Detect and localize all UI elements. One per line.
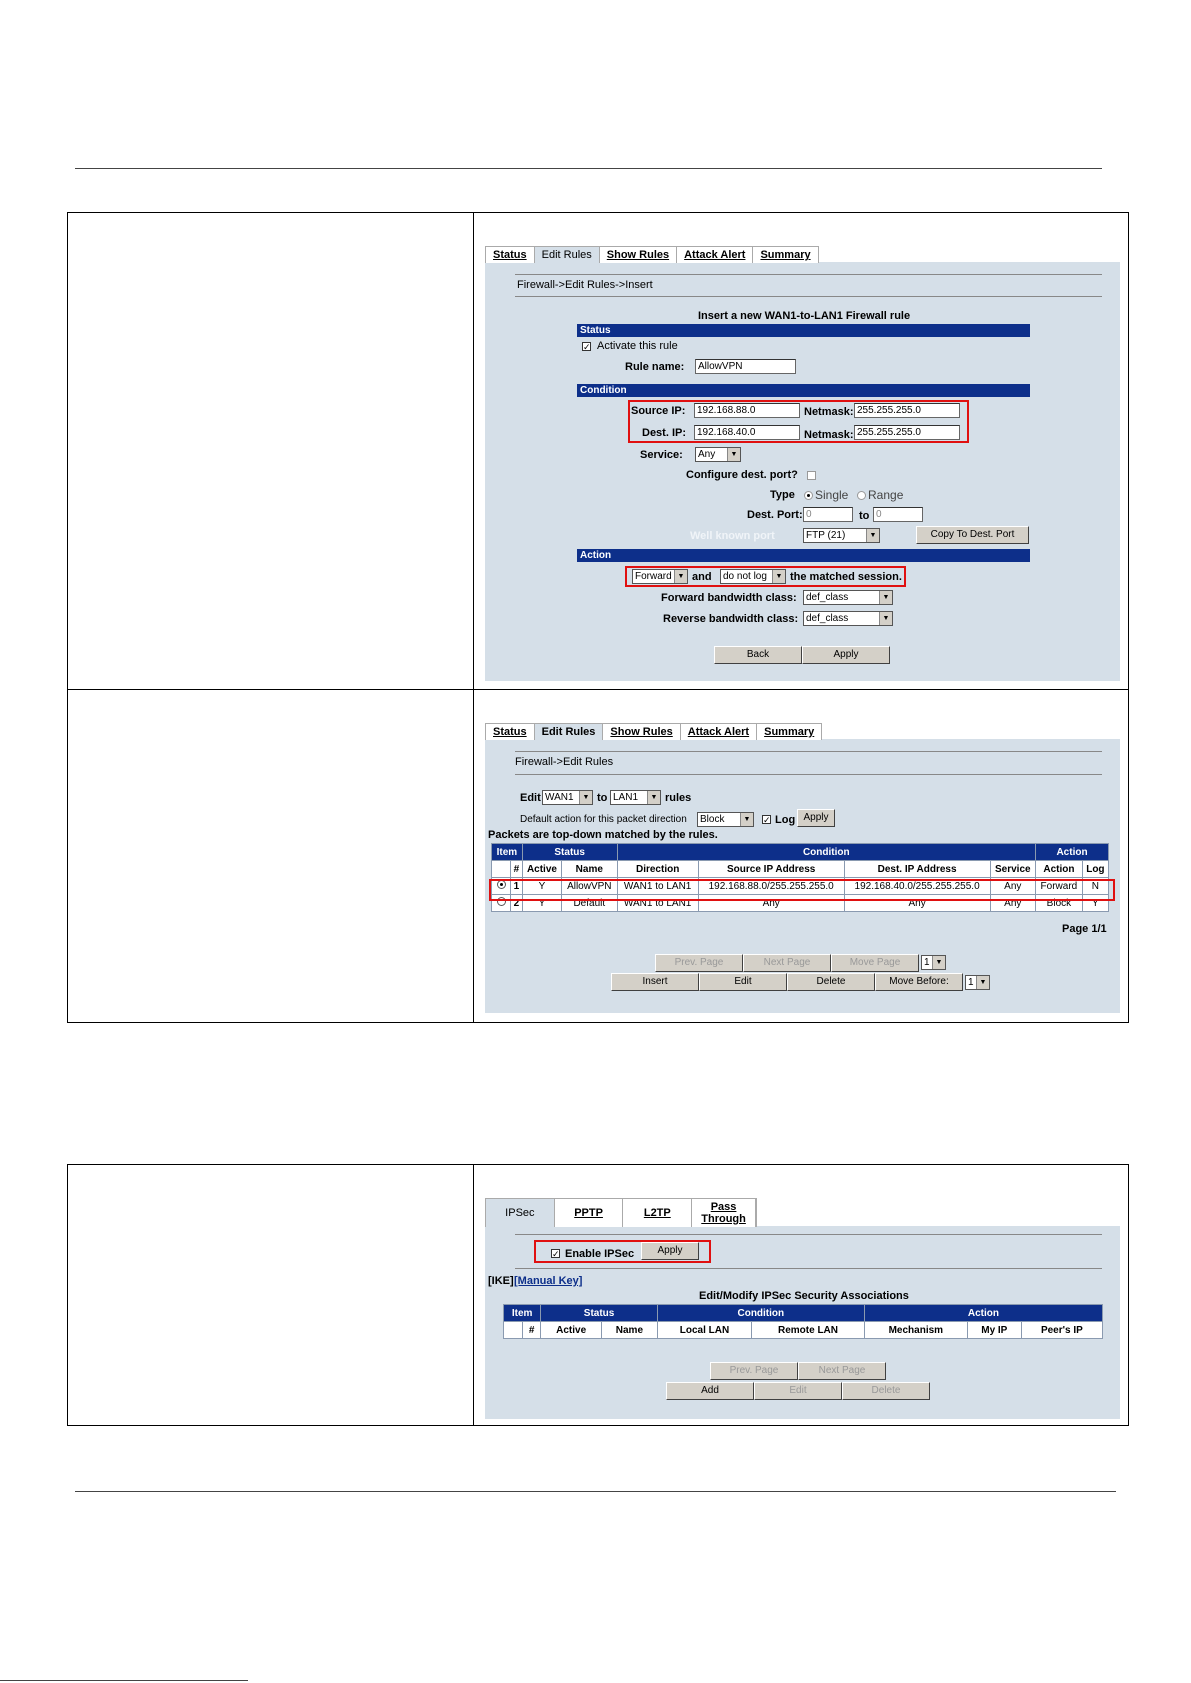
doc-row-ipsec [68,1165,1128,1425]
add-button[interactable]: Add [666,1382,754,1400]
default-action-label: Default action for this packet direction [520,814,687,825]
header-active: Active [541,1322,602,1339]
row-service: Any [990,878,1036,895]
delete-button[interactable]: Delete [842,1382,930,1400]
row-dest-ip: Any [844,895,990,912]
header-num: # [511,861,523,878]
default-action-value: Block [700,814,725,825]
source-netmask-label: Netmask: [804,406,854,418]
divider [515,1268,1102,1269]
tab-bar [485,1198,757,1227]
header-source-ip: Source IP Address [698,861,844,878]
type-range-label: Range [868,488,904,502]
matched-note: Packets are top-down matched by the rules. [488,829,718,841]
well-known-port-select[interactable] [803,528,880,543]
condition-section-bar: Condition [577,384,1030,397]
tab-pass-through[interactable] [692,1199,756,1227]
edit-button[interactable]: Edit [699,973,787,991]
enable-ipsec-checkbox[interactable]: ✓ [552,1249,560,1259]
header-status: Status [541,1305,658,1322]
row-name: Default [562,895,617,912]
dest-ip-input[interactable]: 192.168.40.0 [694,425,800,440]
tab-edit-rules[interactable]: Edit Rules [535,724,604,740]
column-header-row [504,1322,1103,1339]
rules-table [491,843,1109,912]
tab-l2tp[interactable]: L2TP [623,1199,692,1227]
sa-table [503,1304,1103,1339]
row-service: Any [990,895,1036,912]
copy-to-dest-port-button[interactable]: Copy To Dest. Port [916,526,1029,544]
rule-name-label: Rule name: [625,361,685,373]
row-direction: WAN1 to LAN1 [617,895,698,912]
row-name: AllowVPN [562,878,617,895]
type-label: Type [770,489,795,501]
header-my-ip: My IP [967,1322,1021,1339]
header-select [492,861,511,878]
source-netmask-input[interactable]: 255.255.255.0 [854,403,960,418]
edit-label: Edit [520,792,541,804]
apply-button[interactable]: Apply [641,1242,699,1260]
prev-page-button[interactable]: Prev. Page [710,1362,798,1380]
move-before-value: 1 [968,977,974,988]
divider [515,1234,1102,1235]
tab-bar [485,246,819,263]
column-header-row [492,861,1109,878]
tab-status[interactable]: Status [486,247,535,263]
tab-pptp[interactable]: PPTP [555,1199,624,1227]
column-divider [473,213,474,689]
back-button[interactable]: Back [714,646,802,664]
ike-label: [IKE] [488,1275,514,1287]
header-dest-ip: Dest. IP Address [844,861,990,878]
to-interface-value: LAN1 [613,792,639,803]
edit-button[interactable]: Edit [754,1382,842,1400]
log-label: Log [775,814,796,826]
chevron-down-icon: ▼ [579,791,592,804]
reverse-bandwidth-value: def_class [806,613,849,624]
dest-netmask-label: Netmask: [804,429,854,441]
header-action: Action [1036,844,1109,861]
tab-summary[interactable]: Summary [753,247,818,263]
divider [515,774,1102,775]
header-active: Active [522,861,561,878]
forward-bandwidth-value: def_class [806,592,849,603]
type-single-radio[interactable] [804,491,813,500]
header-name: Name [601,1322,657,1339]
row-num: 2 [511,895,523,912]
tab-show-rules[interactable]: Show Rules [600,247,677,263]
enable-ipsec-label: Enable IPSec [565,1248,635,1260]
row-log: N [1082,878,1108,895]
dest-port-label: Dest. Port: [747,509,803,521]
chevron-down-icon: ▼ [866,529,879,542]
row-source-ip: Any [698,895,844,912]
header-mechanism: Mechanism [864,1322,967,1339]
configure-port-checkbox[interactable] [807,471,816,480]
to-label: to [597,792,608,804]
tab-pass-line2: Through [701,1213,746,1225]
header-condition: Condition [617,844,1036,861]
tab-attack-alert[interactable]: Attack Alert [681,724,757,740]
dest-ip-label: Dest. IP: [642,427,687,439]
prev-page-button[interactable]: Prev. Page [655,954,743,972]
footnote-rule [0,1680,248,1681]
header-direction: Direction [617,861,698,878]
from-interface-select[interactable] [542,790,593,805]
header-select [504,1322,523,1339]
page-select-value: 1 [924,957,930,968]
divider [515,751,1102,752]
source-ip-label: Source IP: [631,405,686,417]
forward-bandwidth-select[interactable] [803,590,893,605]
chevron-down-icon: ▼ [772,570,785,583]
footer-rule [75,1491,1116,1492]
forward-bandwidth-label: Forward bandwidth class: [661,592,797,604]
and-label: and [692,571,712,583]
column-divider [473,1165,474,1425]
doc-table-firewall [67,212,1129,1023]
chevron-down-icon: ▼ [879,591,892,604]
move-before-select[interactable] [965,975,990,990]
tab-pass-line1: Pass [710,1201,737,1213]
move-page-button[interactable]: Move Page [831,954,919,972]
tab-ipsec[interactable]: IPSec [486,1199,555,1227]
well-known-port-value: FTP (21) [806,530,846,541]
screenshot-edit-rules [485,723,1120,1013]
dest-port-to-label: to [859,510,870,522]
apply-button[interactable]: Apply [802,646,890,664]
reverse-bandwidth-select[interactable] [803,611,893,626]
log-checkbox[interactable]: ✓ [763,815,771,825]
log-value: do not log [723,571,767,582]
dest-port-from-input[interactable]: 0 [803,507,853,522]
header-remote-lan: Remote LAN [752,1322,865,1339]
insert-button[interactable]: Insert [611,973,699,991]
doc-table-ipsec [67,1164,1129,1426]
row-active: Y [522,895,561,912]
apply-button[interactable]: Apply [797,809,835,827]
tab-attack-alert[interactable]: Attack Alert [677,247,753,263]
page-select[interactable] [921,955,946,970]
doc-row-insert-rule [68,213,1128,690]
matched-session-label: the matched session. [790,571,902,583]
reverse-bandwidth-label: Reverse bandwidth class: [663,613,799,625]
header-log: Log [1082,861,1108,878]
column-divider [473,690,474,1022]
header-name: Name [562,861,617,878]
header-peer-ip: Peer's IP [1021,1322,1102,1339]
row-active: Y [522,878,561,895]
breadcrumb: Firewall->Edit Rules->Insert [517,279,653,291]
type-single-label: Single [815,488,849,502]
header-rule-action: Action [1036,861,1083,878]
row-log: Y [1082,895,1108,912]
chevron-down-icon: ▼ [674,570,687,583]
enable-highlight-box [534,1240,711,1263]
row-action: Block [1036,895,1083,912]
activate-checkbox[interactable]: ✓ [583,342,591,352]
divider [515,274,1102,275]
status-section-bar: Status [577,324,1030,337]
group-header-row [492,844,1109,861]
row-direction: WAN1 to LAN1 [617,878,698,895]
activate-label: Activate this rule [597,340,678,352]
group-header-row [504,1305,1103,1322]
chevron-down-icon: ▼ [647,791,660,804]
manual-key-link[interactable]: [Manual Key] [514,1275,583,1287]
next-page-button[interactable]: Next Page [798,1362,886,1380]
next-page-button[interactable]: Next Page [743,954,831,972]
tab-status[interactable]: Status [486,724,535,740]
header-item: Item [492,844,523,861]
tab-show-rules[interactable]: Show Rules [603,724,680,740]
dest-port-to-input[interactable]: 0 [873,507,923,522]
delete-button[interactable]: Delete [787,973,875,991]
default-action-select[interactable] [697,812,754,827]
row-highlight-box [489,879,1115,901]
divider [515,296,1102,297]
ip-highlight-box [628,400,969,443]
sa-title: Edit/Modify IPSec Security Associations [699,1290,909,1302]
type-range-radio[interactable] [857,491,866,500]
from-interface-value: WAN1 [545,792,574,803]
tab-summary[interactable]: Summary [757,724,822,740]
dest-netmask-input[interactable]: 255.255.255.0 [854,425,960,440]
source-ip-input[interactable]: 192.168.88.0 [694,403,800,418]
header-condition: Condition [657,1305,864,1322]
doc-row-edit-rules [68,690,1128,1022]
chevron-down-icon: ▼ [976,976,989,989]
rule-name-input[interactable]: AllowVPN [695,359,796,374]
well-known-port-label: Well known port [690,530,775,542]
header-status: Status [522,844,617,861]
rules-label: rules [665,792,692,804]
tab-edit-rules[interactable]: Edit Rules [535,247,600,263]
header-item: Item [504,1305,541,1322]
row-num: 1 [511,878,523,895]
action-section-bar: Action [577,549,1030,562]
service-value: Any [698,449,716,460]
header-local-lan: Local LAN [657,1322,751,1339]
to-interface-select[interactable] [610,790,661,805]
tab-bar [485,723,822,740]
breadcrumb: Firewall->Edit Rules [515,756,614,768]
screenshot-ipsec [485,1198,1120,1419]
row-source-ip: 192.168.88.0/255.255.255.0 [698,878,844,895]
move-before-button[interactable]: Move Before: [875,973,963,991]
service-label: Service: [640,449,683,461]
chevron-down-icon: ▼ [740,813,753,826]
action-highlight-box [625,566,906,587]
form-title: Insert a new WAN1-to-LAN1 Firewall rule [698,310,911,322]
chevron-down-icon: ▼ [879,612,892,625]
header-action: Action [864,1305,1102,1322]
chevron-down-icon: ▼ [727,448,740,461]
header-service: Service [990,861,1036,878]
chevron-down-icon: ▼ [932,956,945,969]
action-value: Forward [635,571,672,582]
screenshot-insert-rule [485,246,1120,681]
header-num: # [523,1322,541,1339]
configure-port-label: Configure dest. port? [686,469,798,481]
row-action: Forward [1036,878,1083,895]
header-rule [75,168,1102,169]
page-info: Page 1/1 [1062,923,1107,935]
row-dest-ip: 192.168.40.0/255.255.255.0 [844,878,990,895]
service-select[interactable] [695,447,741,462]
